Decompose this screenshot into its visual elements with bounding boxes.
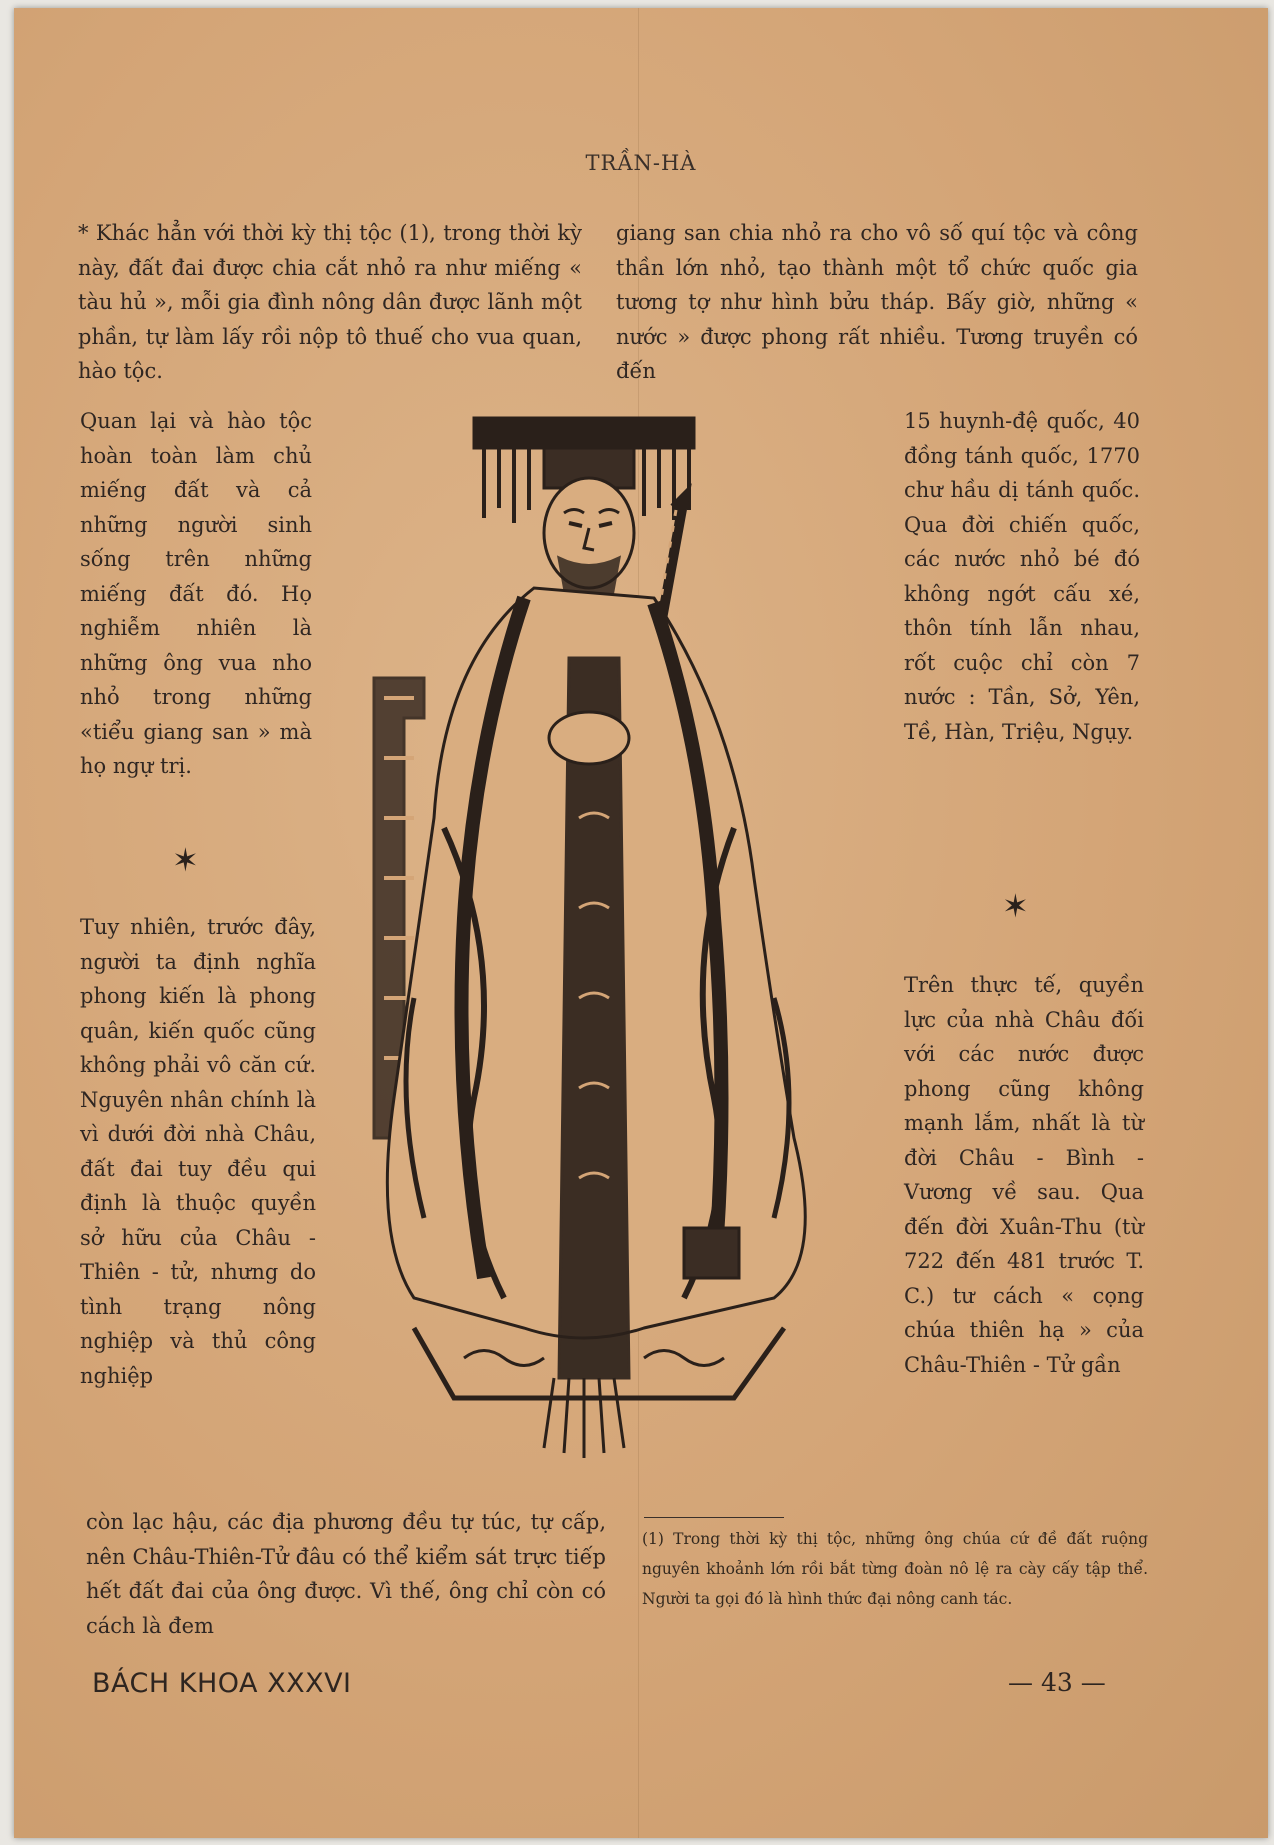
footnote-divider xyxy=(644,1517,784,1518)
star-separator-icon: ✶ xyxy=(172,841,199,879)
star-separator-icon: ✶ xyxy=(1002,887,1029,925)
publication-footer: BÁCH KHOA XXXVI xyxy=(92,1668,352,1699)
text-bottom-left: còn lạc hậu, các địa phương đều tự túc, tự cấp, nên Châu-Thiên-Tử đâu có thể kiểm sát trực tiếp hết đất đai của ông được. Vì thế, ông chỉ còn có cách là đem xyxy=(86,1510,606,1638)
text-left-column-1: Quan lại và hào tộc hoàn toàn làm chủ miếng đất và cả những người sinh sống trên những miếng đất đó. Họ nghiễm nhiên là những ông vua nho nhỏ trong những «tiểu giang san » mà họ ngự trị. xyxy=(80,409,312,778)
text-right-column-1: 15 huynh-đệ quốc, 40 đồng tánh quốc, 1770 chư hầu dị tánh quốc. Qua đời chiến quốc, các nước nhỏ bé đó không ngớt cấu xé, thôn tính lẫn nhau, rốt cuộc chỉ còn 7 nước : Tần, Sở, Yên, Tề, Hàn, Triệu, Ngụy. xyxy=(904,409,1140,744)
footnote: (1) Trong thời kỳ thị tộc, những ông chúa cứ đề đất ruộng nguyên khoảnh lớn rồi bắt từng đoàn nô lệ ra cày cấy tập thể. Người ta gọi đó là hình thức đại nông canh tác. xyxy=(642,1530,1148,1608)
running-head: TRẦN-HÀ xyxy=(585,151,697,175)
text-left-column-2: Tuy nhiên, trước đây, người ta định nghĩa phong kiến là phong quân, kiến quốc cũng không phải vô căn cứ. Nguyên nhân chính là vì dưới đời nhà Châu, đất đai tuy đều qui định là thuộc quyền sở hữu của Châu - Thiên - tử, nhưng do tình trạng nông nghiệp và thủ công nghiệp xyxy=(80,915,316,1388)
emperor-illustration xyxy=(354,398,884,1468)
text-top-left: * Khác hẳn với thời kỳ thị tộc (1), trong thời kỳ này, đất đai được chia cắt nhỏ ra như miếng « tàu hủ », mỗi gia đình nông dân được lãnh một phần, tự làm lấy rồi nộp tô thuế cho vua quan, hào tộc. xyxy=(78,221,582,383)
page-number: — 43 — xyxy=(1008,1668,1106,1697)
text-right-column-2: Trên thực tế, quyền lực của nhà Châu đối với các nước được phong cũng không mạnh lắm, nhất là từ đời Châu - Bình - Vương về sau. Qua đến đời Xuân-Thu (từ 722 đến 481 trước T. C.) tư cách « cọng chúa thiên hạ » của Châu-Thiên - Tử gần xyxy=(904,973,1144,1377)
text-top-right: giang san chia nhỏ ra cho vô số quí tộc và công thần lớn nhỏ, tạo thành một tổ chức quốc gia tương tợ như hình bửu tháp. Bấy giờ, những « nước » được phong rất nhiều. Tương truyền có đến xyxy=(616,221,1138,383)
magazine-page xyxy=(14,8,1268,1838)
